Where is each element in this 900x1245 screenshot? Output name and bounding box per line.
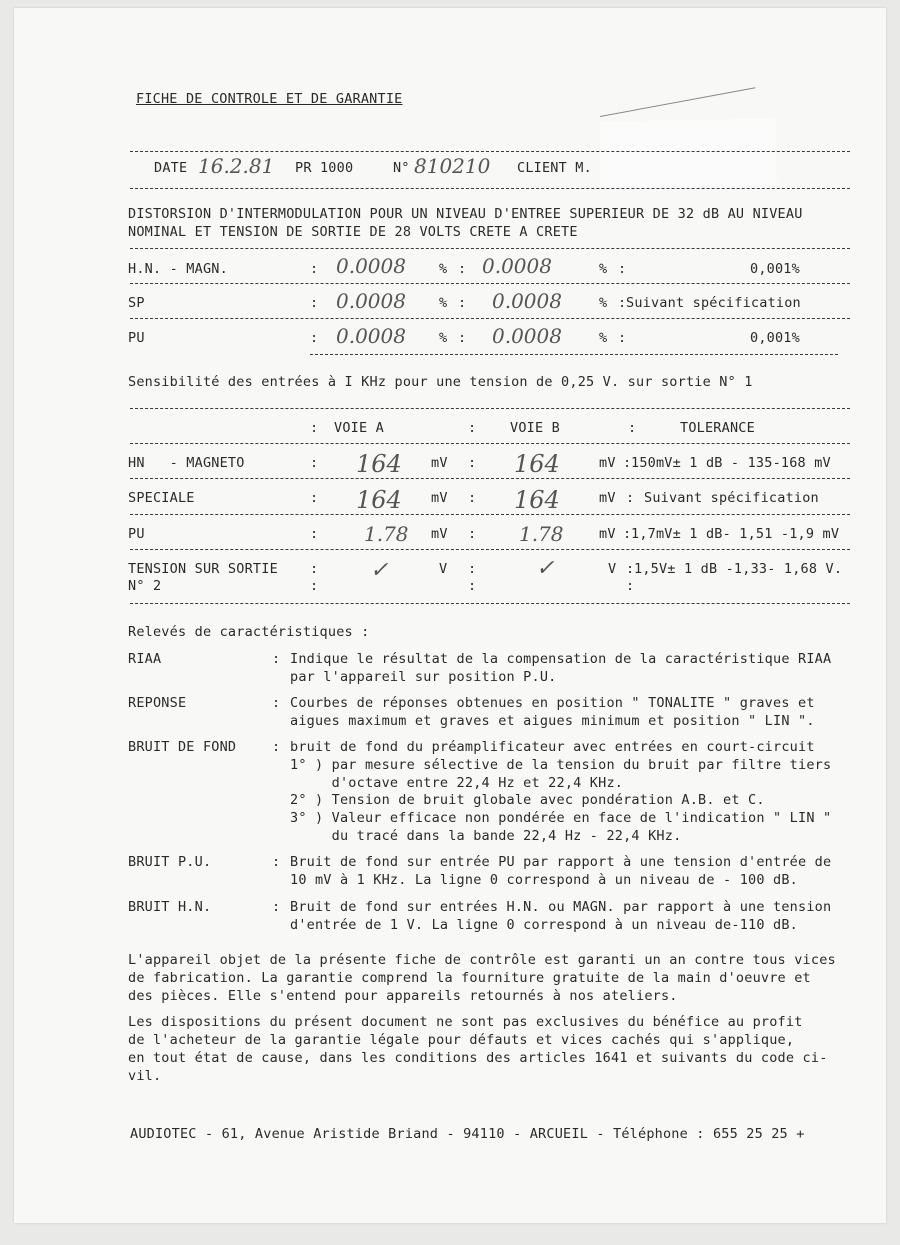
separator: [130, 318, 850, 319]
footer-address: AUDIOTEC - 61, Avenue Aristide Briand - 94110 - ARCUEIL - Téléphone : 655 25 25 +: [130, 1126, 805, 1142]
tolerance: 1,5V± 1 dB -1,33- 1,68 V.: [634, 561, 843, 577]
tolerance: 0,001%: [750, 261, 800, 277]
unit: %: [599, 295, 608, 311]
row-label: SP: [128, 295, 145, 311]
unit: %: [439, 330, 448, 346]
tolerance: 1,7mV± 1 dB- 1,51 -1,9 mV: [631, 526, 840, 542]
row-label: SPECIALE: [128, 490, 195, 506]
model-label: PR 1000: [295, 160, 354, 176]
separator: [130, 408, 850, 409]
unit: %: [439, 261, 448, 277]
distortion-heading-line2: NOMINAL ET TENSION DE SORTIE DE 28 VOLTS CRETE A CRETE: [128, 224, 578, 240]
char-text: Indique le résultat de la compensation de la caractéristique RIAA: [290, 651, 832, 667]
redaction-patch: [599, 118, 776, 187]
separator: [130, 443, 850, 444]
serial-value: 810210: [414, 154, 491, 178]
unit: V: [439, 561, 448, 577]
char-text: 2° ) Tension de bruit globale avec pondération A.B. et C.: [290, 792, 765, 808]
char-text: d'octave entre 22,4 Hz et 22,4 KHz.: [290, 775, 624, 791]
warranty-sheet: FICHE DE CONTROLE ET DE GARANTIE DATE 16.2.81 PR 1000 N° 810210 CLIENT M. DISTORSION D'INTERMODULATION POUR UN NIVEAU D'ENTREE SUPERIEUR DE 32 dB AU NIVEAU NOMINAL ET TENSION DE SORTIE DE 28 VOLTS CRETE A CRETE H.N. - MAGN. : 0.0008 % : 0.0008 % : 0,001% SP : 0.0008 % : 0.0008 % : Suivant spécification PU : 0.0008 % : 0.0008 % : 0,001% Sensibilité des entrées à I KHz pour une tension de 0,25 V. sur sortie N° 1 : VOIE A : VOIE B : TOLERANCE HN - MAGNETO : 164 mV : 164 mV : 150mV± 1 dB - 135-168 mV SPECIALE : 164 mV : 164 mV : Suivant spécification PU : 1.78 mV : 1.78 mV : 1,7mV± 1 dB- 1,51 -1,9 mV TENSION SUR SORTIE N° 2 : : ✓ V : : ✓ V : : 1,5V± 1 dB -1,33- 1,68 V. Relevés de caractéristiques : RIAA : Indique le résultat de la compensation de la caractéristique RIAA par l'appareil sur position P.U. REPONSE : Courbes de réponses obtenues en position " TONALITE " graves et aigues maximum et graves et aigues minimum et position " LIN ". BRUIT DE FOND : bruit de fond du préamplificateur avec entrées en court-circuit 1° ) par mesure sélective de la tension du bruit par filtre tiers d'octave entre 22,4 Hz et 22,4 KHz. 2° ) Tension de bruit globale avec pondération A.B. et C. 3° ) Valeur efficace non pondérée en face de l'indication " LIN " du tracé dans la bande 22,4 Hz - 22,4 KHz. BRUIT P.U. : Bruit de fond sur entrée PU par rapport à une tension d'entrée de 10 mV à 1 KHz. La ligne 0 correspond à un niveau de - 100 dB. BRUIT H.N. : Bruit de fond sur entrées H.N. ou MAGN. par rapport à une tension d'entrée de 1 V. La ligne 0 correspond à un niveau de-110 dB. L'appareil objet de la présente fiche de contrôle est garanti un an contre tous vices de fabrication. La garantie comprend la fourniture gratuite de la main d'oeuvre et des pièces. Elle s'entend pour appareils retournés à nos ateliers. Les dispositions du présent document ne sont pas exclusives du bénéfice au profit de l'acheteur de la garantie légale pour défauts et vices cachés qui s'applique, en tout état de cause, dans les conditions des articles 1641 et suivants du code ci- vil. AUDIOTEC - 61, Avenue Aristide Briand - 94110 - ARCUEIL - Téléphone : 655 25 25 +: [14, 8, 886, 1223]
sensitivity-value-b: 164: [514, 450, 560, 478]
char-label: BRUIT P.U.: [128, 854, 212, 870]
distortion-value-b: 0.0008: [492, 289, 562, 313]
char-label: BRUIT DE FOND: [128, 739, 237, 755]
char-text: par l'appareil sur position P.U.: [290, 669, 557, 685]
char-text: bruit de fond du préamplificateur avec entrées en court-circuit: [290, 739, 815, 755]
client-label: CLIENT M.: [517, 160, 592, 176]
row-label: TENSION SUR SORTIE: [128, 561, 278, 577]
distortion-value-b: 0.0008: [482, 254, 552, 278]
column-header-voie-a: VOIE A: [334, 420, 384, 436]
unit: mV: [599, 490, 616, 506]
unit: %: [599, 261, 608, 277]
tolerance: Suivant spécification: [626, 295, 801, 311]
separator: [130, 603, 850, 604]
column-header-voie-b: VOIE B: [510, 420, 560, 436]
tolerance: 150mV± 1 dB - 135-168 mV: [631, 455, 831, 471]
distortion-value-a: 0.0008: [336, 289, 406, 313]
separator: [130, 478, 850, 479]
separator: [130, 283, 850, 284]
separator: [130, 514, 850, 515]
row-label: HN - MAGNETO: [128, 455, 245, 471]
sensitivity-value-a: 1.78: [364, 522, 409, 546]
separator: [310, 354, 838, 355]
unit: %: [439, 295, 448, 311]
guarantee-text: de fabrication. La garantie comprend la fourniture gratuite de la main d'oeuvre et: [128, 970, 811, 986]
sensitivity-heading: Sensibilité des entrées à I KHz pour une tension de 0,25 V. sur sortie N° 1: [128, 374, 753, 390]
char-label: REPONSE: [128, 695, 187, 711]
separator: [130, 188, 850, 189]
unit: %: [599, 330, 608, 346]
row-label: PU: [128, 526, 145, 542]
sensitivity-value-b: 1.78: [519, 522, 564, 546]
column-header-tolerance: TOLERANCE: [680, 420, 755, 436]
sensitivity-value-a: 164: [356, 450, 402, 478]
distortion-value-a: 0.0008: [336, 324, 406, 348]
separator: [130, 248, 850, 249]
char-text: 3° ) Valeur efficace non pondérée en face de l'indication " LIN ": [290, 810, 832, 826]
sensitivity-value-a: 164: [356, 486, 402, 514]
char-text: 10 mV à 1 KHz. La ligne 0 correspond à un niveau de - 100 dB.: [290, 872, 798, 888]
guarantee-text: des pièces. Elle s'entend pour appareils retournés à nos ateliers.: [128, 988, 678, 1004]
tolerance: Suivant spécification: [644, 490, 819, 506]
char-text: 1° ) par mesure sélective de la tension du bruit par filtre tiers: [290, 757, 832, 773]
guarantee-text: L'appareil objet de la présente fiche de contrôle est garanti un an contre tous vices: [128, 952, 836, 968]
legal-text: en tout état de cause, dans les conditions des articles 1641 et suivants du code ci-: [128, 1050, 828, 1066]
char-text: Bruit de fond sur entrée PU par rapport à une tension d'entrée de: [290, 854, 832, 870]
checkmark-b: ✓: [536, 556, 555, 581]
row-label-line2: N° 2: [128, 578, 162, 594]
unit: mV: [431, 526, 448, 542]
char-text: d'entrée de 1 V. La ligne 0 correspond à un niveau de-110 dB.: [290, 917, 798, 933]
checkmark-a: ✓: [370, 558, 389, 583]
date-value: 16.2.81: [198, 154, 275, 178]
date-label: DATE: [154, 160, 188, 176]
unit: mV: [431, 455, 448, 471]
char-label: BRUIT H.N.: [128, 899, 212, 915]
char-label: RIAA: [128, 651, 162, 667]
serial-label: N°: [393, 160, 410, 176]
char-text: Bruit de fond sur entrées H.N. ou MAGN. par rapport à une tension: [290, 899, 832, 915]
char-text: Courbes de réponses obtenues en position " TONALITE " graves et: [290, 695, 815, 711]
unit: mV: [599, 526, 616, 542]
unit: mV: [431, 490, 448, 506]
distortion-heading-line1: DISTORSION D'INTERMODULATION POUR UN NIVEAU D'ENTREE SUPERIEUR DE 32 dB AU NIVEAU: [128, 206, 803, 222]
tolerance: 0,001%: [750, 330, 800, 346]
char-text: aigues maximum et graves et aigues minimum et position " LIN ".: [290, 713, 815, 729]
unit: V: [608, 561, 617, 577]
row-label: PU: [128, 330, 145, 346]
char-text: du tracé dans la bande 22,4 Hz - 22,4 KHz.: [290, 828, 682, 844]
page-title: FICHE DE CONTROLE ET DE GARANTIE: [136, 91, 403, 107]
legal-text: vil.: [128, 1068, 162, 1084]
legal-text: de l'acheteur de la garantie légale pour défauts et vices cachés qui s'applique,: [128, 1032, 795, 1048]
sensitivity-value-b: 164: [514, 486, 560, 514]
distortion-value-b: 0.0008: [492, 324, 562, 348]
unit: mV: [599, 455, 616, 471]
row-label: H.N. - MAGN.: [128, 261, 228, 277]
legal-text: Les dispositions du présent document ne sont pas exclusives du bénéfice au profit: [128, 1014, 803, 1030]
scan-artifact-line: [600, 87, 756, 117]
separator: [130, 151, 850, 152]
distortion-value-a: 0.0008: [336, 254, 406, 278]
separator: [130, 549, 850, 550]
characteristics-heading: Relevés de caractéristiques :: [128, 624, 370, 640]
